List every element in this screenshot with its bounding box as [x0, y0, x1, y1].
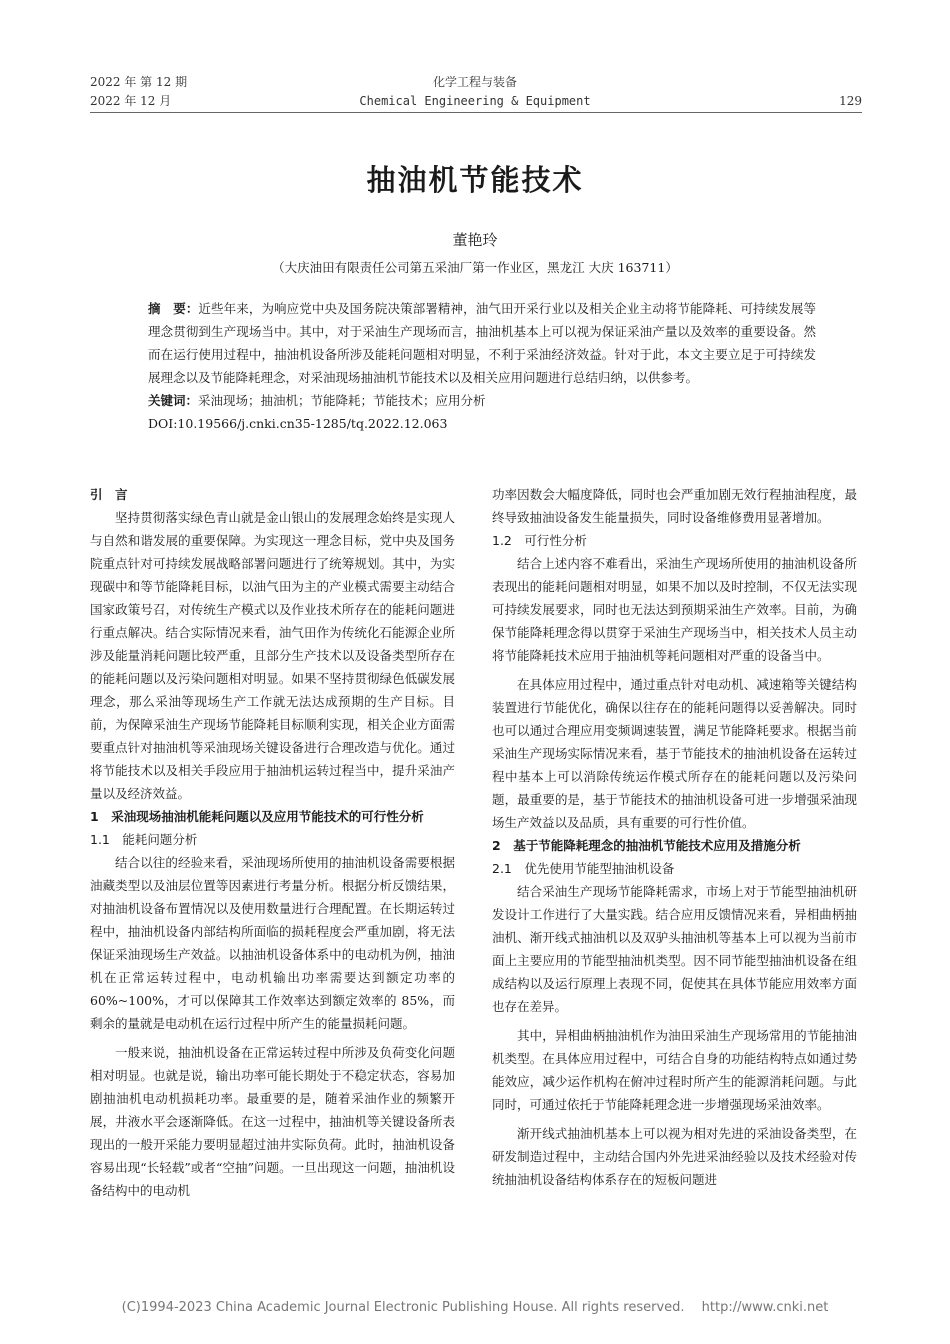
- keywords-text: 采油现场；抽油机；节能降耗；节能技术；应用分析: [198, 393, 486, 408]
- abstract-text: 近些年来，为响应党中央及国务院决策部署精神，油气田开采行业以及相关企业主动将节能降耗、可持续发展等理念贯彻到生产现场当中。其中，对于采油生产现场而言，抽油机基本上可以视为保证采油产量以及效率的重要设备。然而在运行使用过程中，抽油机设备所涉及能耗问题相对明显，不利于采油经济效益。针对于此，本文主要立足于可持续发展理念以及节能降耗理念，对采油现场抽油机节能技术以及相关应用问题进行总结归纳，以供参考。: [148, 301, 816, 385]
- paragraph-1-2-a: 结合上述内容不难看出，采油生产现场所使用的抽油机设备所表现出的能耗问题相对明显，如果不加以及时控制，不仅无法实现可持续发展要求，同时也无法达到预期采油生产效率。目前，为确保节能降耗理念得以贯穿于采油生产现场当中，相关技术人员主动将节能降耗技术应用于抽油机等耗问题相对严重的设备当中。: [492, 556, 857, 663]
- subsection-2-1-heading: 2.1 优先使用节能型抽油机设备: [492, 861, 675, 876]
- paragraph-continued: 功率因数会大幅度降低，同时也会严重加剧无效行程抽油程度，最终导致抽油设备发生能量损失，同时设备维修费用显著增加。: [492, 487, 857, 525]
- keywords-label: 关键词：: [148, 393, 199, 408]
- paragraph-1-1-a: 结合以往的经验来看，采油现场所使用的抽油机设备需要根据油藏类型以及油层位置等因素进行考量分析。根据分析反馈结果，对抽油机设备布置情况以及使用数量进行合理配置。在长期运转过程中，抽油机设备内部结构所面临的损耗程度会严重加剧，将无法保证采油现场生产效益。以抽油机设备体系中的电动机为例，抽油机在正常运转过程中，电动机输出功率需要达到额定功率的 60%~100%，才可以保障其工作效率达到额定效率的 85%，而剩余的量就是电动机在运行过程中所产生的能量损耗问题。: [90, 855, 455, 1031]
- section-2-heading: 2 基于节能降耗理念的抽油机节能技术应用及措施分析: [492, 838, 801, 853]
- journal-issue: 2022 年 第 12 期: [90, 75, 188, 89]
- subsection-1-1-heading: 1.1 能耗问题分析: [90, 832, 198, 847]
- author-name: 董艳玲: [452, 231, 498, 249]
- doi: DOI:10.19566/j.cnki.cn35-1285/tq.2022.12.063: [148, 416, 448, 431]
- keywords-line: [148, 389, 816, 412]
- intro-paragraph: 坚持贯彻落实绿色青山就是金山银山的发展理念始终是实现人与自然和谐发展的重要保障。为实现这一理念目标，党中央及国务院重点针对可持续发展战略部署问题进行了统筹规划。其中，为实现碳中和等节能降耗目标，以油气田为主的产业模式需要主动结合国家政策号召，对传统生产模式以及作业技术所存在的能耗问题进行重点解决。结合实际情况来看，油气田作为传统化石能源企业所涉及能量消耗问题比较严重，且部分生产技术以及设备类型所存在的能耗问题以及污染问题相对明显。如果不坚持贯彻绿色低碳发展理念，那么采油等现场生产工作就无法达成预期的生产目标。目前，为保障采油生产现场节能降耗目标顺利实现，相关企业方面需要重点针对抽油机等采油现场关键设备进行合理改造与优化。通过将节能技术以及相关手段应用于抽油机运转过程当中，提升采油产量以及经济效益。: [90, 510, 455, 801]
- right-column: [492, 483, 857, 1191]
- intro-heading: 引 言: [90, 487, 128, 502]
- journal-name-cn: 化学工程与装备: [432, 75, 517, 89]
- paragraph-2-1-b: 其中，异相曲柄抽油机作为油田采油生产现场常用的节能抽油机类型。在具体应用过程中，可结合自身的功能结构特点如通过势能效应，减少运作机构在俯冲过程时所产生的能源消耗问题。与此同时，可通过依托于节能降耗理念进一步增强现场采油效率。: [492, 1028, 857, 1112]
- abstract-block: [148, 297, 816, 435]
- abstract-paragraph: [148, 297, 816, 389]
- page-number: 129: [839, 94, 862, 108]
- subsection-1-2-heading: 1.2 可行性分析: [492, 533, 587, 548]
- header-rule: [90, 112, 862, 113]
- copyright-footer: (C)1994-2023 China Academic Journal Electronic Publishing House. All rights reserved. http://www.cnki.net: [121, 1300, 829, 1315]
- section-1-heading: 1 采油现场抽油机能耗问题以及应用节能技术的可行性分析: [90, 809, 424, 824]
- abstract-label: 摘 要：: [148, 301, 199, 316]
- paragraph-1-1-b: 一般来说，抽油机设备在正常运转过程中所涉及负荷变化问题相对明显。也就是说，输出功率可能长期处于不稳定状态，容易加剧抽油机电动机损耗功率。最重要的是，随着采油作业的频繁开展，井液水平会逐渐降低。在这一过程中，抽油机等关键设备所表现出的一般开采能力要明显超过油井实际负荷。此时，抽油机设备容易出现“长轻载”或者“空抽”问题。一旦出现这一问题，抽油机设备结构中的电动机: [90, 1045, 455, 1198]
- paragraph-1-2-b: 在具体应用过程中，通过重点针对电动机、减速箱等关键结构装置进行节能优化，确保以往存在的能耗问题得以妥善解决。同时也可以通过合理应用变频调速装置，满足节能降耗要求。根据当前采油生产现场实际情况来看，基于节能技术的抽油机设备在运转过程中基本上可以消除传统运作模式所存在的能耗问题以及污染问题，最重要的是，基于节能技术的抽油机设备可进一步增强采油现场生产效益以及品质，具有重要的可行性价值。: [492, 677, 857, 830]
- paragraph-2-1-a: 结合采油生产现场节能降耗需求，市场上对于节能型抽油机研发设计工作进行了大量实践。结合应用反馈情况来看，异相曲柄抽油机、渐开线式抽油机以及双驴头抽油机等基本上可以视为当前市面上主要应用的节能型抽油机类型。因不同节能型抽油机设备在组成结构以及运行原理上表现不同，促使其在具体节能应用效率方面也存在差异。: [492, 884, 857, 1014]
- journal-date: 2022 年 12 月: [90, 94, 172, 108]
- left-column: [90, 483, 455, 1202]
- paper-title: 抽油机节能技术: [366, 163, 584, 197]
- paragraph-2-1-c: 渐开线式抽油机基本上可以视为相对先进的采油设备类型，在研发制造过程中，主动结合国内外先进采油经验以及技术经验对传统抽油机设备结构体系存在的短板问题进: [492, 1126, 857, 1187]
- journal-name-en: Chemical Engineering & Equipment: [359, 94, 591, 108]
- author-affiliation: （大庆油田有限责任公司第五采油厂第一作业区，黑龙江 大庆 163711）: [272, 260, 678, 275]
